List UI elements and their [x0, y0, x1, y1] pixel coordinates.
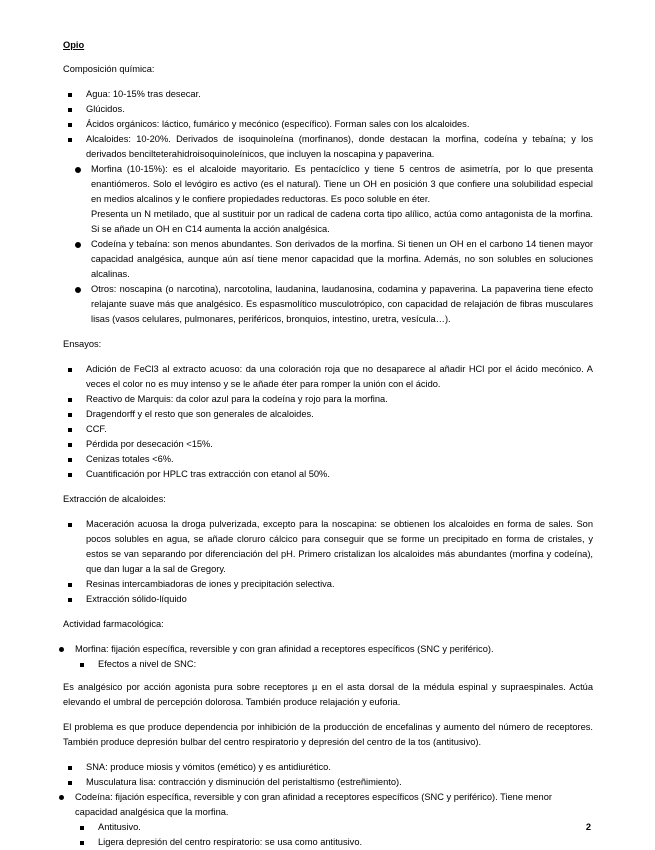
dependence-paragraph: El problema es que produce dependencia por inhibición de la producción de encefalinas y aumento del número de receptores. También produce depresión bulbar del centro respiratorio y depresión del centro de la tos (antitusivo). — [63, 722, 593, 747]
list-item: Resinas intercambiadoras de iones y precipitación selectiva. — [63, 577, 593, 592]
list-item: Dragendorff y el resto que son generales de alcaloides. — [63, 407, 593, 422]
list-item: Maceración acuosa la droga pulverizada, excepto para la noscapina: se obtienen los alcaloides en forma de sales. Son pocos solubles en agua, se añade cloruro cálcico para conseguir que se forme un precipitado en forma de cristales, y estos se van separando por diferenciación del pH. Primero cristalizan los alcaloides más abundantes (morfina y codeína), que dan lugar a la sal de Gregory. — [63, 517, 593, 577]
page-title: Opio — [63, 40, 85, 50]
morphine-text: Morfina (10-15%): es el alcaloide mayoritario. Es pentacíclico y tiene 5 centros de asimetría, por lo que presenta enantiómeros. Solo el levógiro es activo (es el natural). Tiene un OH en posición 3 que confiere una solubilidad especial en medios alcalinos y le confiere propiedades reductoras. Es poco soluble en éter. — [91, 164, 593, 204]
list-item: Reactivo de Marquis: da color azul para la codeína y rojo para la morfina. — [63, 392, 593, 407]
activity-list — [63, 642, 593, 672]
assays-list — [63, 362, 593, 482]
list-item: Cuantificación por HPLC tras extracción con etanol al 50%. — [63, 467, 593, 482]
analgesic-paragraph: Es analgésico por acción agonista pura sobre receptores µ en el asta dorsal de la médula espinal y supraespinales. Actúa elevando el umbral de percepción dolorosa. También produce relajación y euforia. — [63, 682, 593, 707]
list-item: Ligera depresión del centro respiratorio: se usa como antitusivo. — [75, 835, 593, 850]
list-item: SNA: produce miosis y vómitos (emético) y es antidiurético. — [63, 760, 593, 775]
list-item: Glúcidos. — [63, 102, 593, 117]
list-item: Musculatura lisa: contracción y disminución del peristaltismo (estreñimiento). — [63, 775, 593, 790]
composition-heading: Composición química: — [63, 64, 155, 74]
composition-list — [63, 87, 593, 162]
morphine-sublist — [75, 657, 593, 672]
list-item: Extracción sólido-líquido — [63, 592, 593, 607]
codeine-sublist — [75, 820, 593, 850]
morphine-extra-text: Presenta un N metilado, que al sustituir por un radical de cadena corta tipo alílico, actúa como antagonista de la morfina. Si se añade un OH en C14 aumenta la acción analgésica. — [91, 209, 593, 234]
morphine-effects-list — [63, 760, 593, 790]
list-item: Adición de FeCl3 al extracto acuoso: da una coloración roja que no desaparece al añadir HCl por el ácido mecónico. A veces el color no es muy intenso y se le añade éter para romper la unión con el ácido. — [63, 362, 593, 392]
page-number: 2 — [585, 822, 591, 832]
document-page — [63, 33, 593, 850]
morphine-activity-text: Morfina: fijación específica, reversible y con gran afinidad a receptores específicos (SNC y periférico). — [75, 644, 494, 654]
activity-heading: Actividad farmacológica: — [63, 619, 164, 629]
list-item: Efectos a nivel de SNC: — [75, 657, 593, 672]
list-item: Ácidos orgánicos: láctico, fumárico y mecónico (específico). Forman sales con los alcaloides. — [63, 117, 593, 132]
alkaloid-sublist — [63, 162, 593, 327]
extraction-heading: Extracción de alcaloides: — [63, 494, 166, 504]
list-item — [57, 790, 593, 850]
codeine-activity-text: Codeína: fijación específica, reversible y con gran afinidad a receptores específicos (SNC y periférico). Tiene menor capacidad analgésica que la morfina. — [75, 792, 552, 817]
list-item: Agua: 10-15% tras desecar. — [63, 87, 593, 102]
list-item — [57, 642, 593, 672]
list-item: Alcaloides: 10-20%. Derivados de isoquinoleína (morfinanos), donde destacan la morfina, codeína y tebaína; y los derivados bencilteterahidroisoquinoleínicos, que incluyen la noscapina y papaverina. — [63, 132, 593, 162]
extraction-list — [63, 517, 593, 607]
list-item: Otros: noscapina (o narcotina), narcotolina, laudanina, laudanosina, codamina y papaverina. La papaverina tiene efecto relajante suave más que analgésico. Es espasmolítico musculotrópico, con capacidad de relajación de fibras musculares lisas (vasos celulares, pulmonares, periféricos, bronquios, intestino, uretra, vesícula…). — [63, 282, 593, 327]
list-item: Cenizas totales <6%. — [63, 452, 593, 467]
list-item: Codeína y tebaína: son menos abundantes. Son derivados de la morfina. Si tienen un OH en el carbono 14 tienen mayor capacidad analgésica, aunque aún así tiene menor capacidad que la morfina. Además, no son solubles en soluciones alcalinas. — [63, 237, 593, 282]
codeine-list — [63, 790, 593, 850]
list-item — [63, 162, 593, 237]
list-item: CCF. — [63, 422, 593, 437]
list-item: Pérdida por desecación <15%. — [63, 437, 593, 452]
list-item: Antitusivo. — [75, 820, 593, 835]
assays-heading: Ensayos: — [63, 339, 102, 349]
